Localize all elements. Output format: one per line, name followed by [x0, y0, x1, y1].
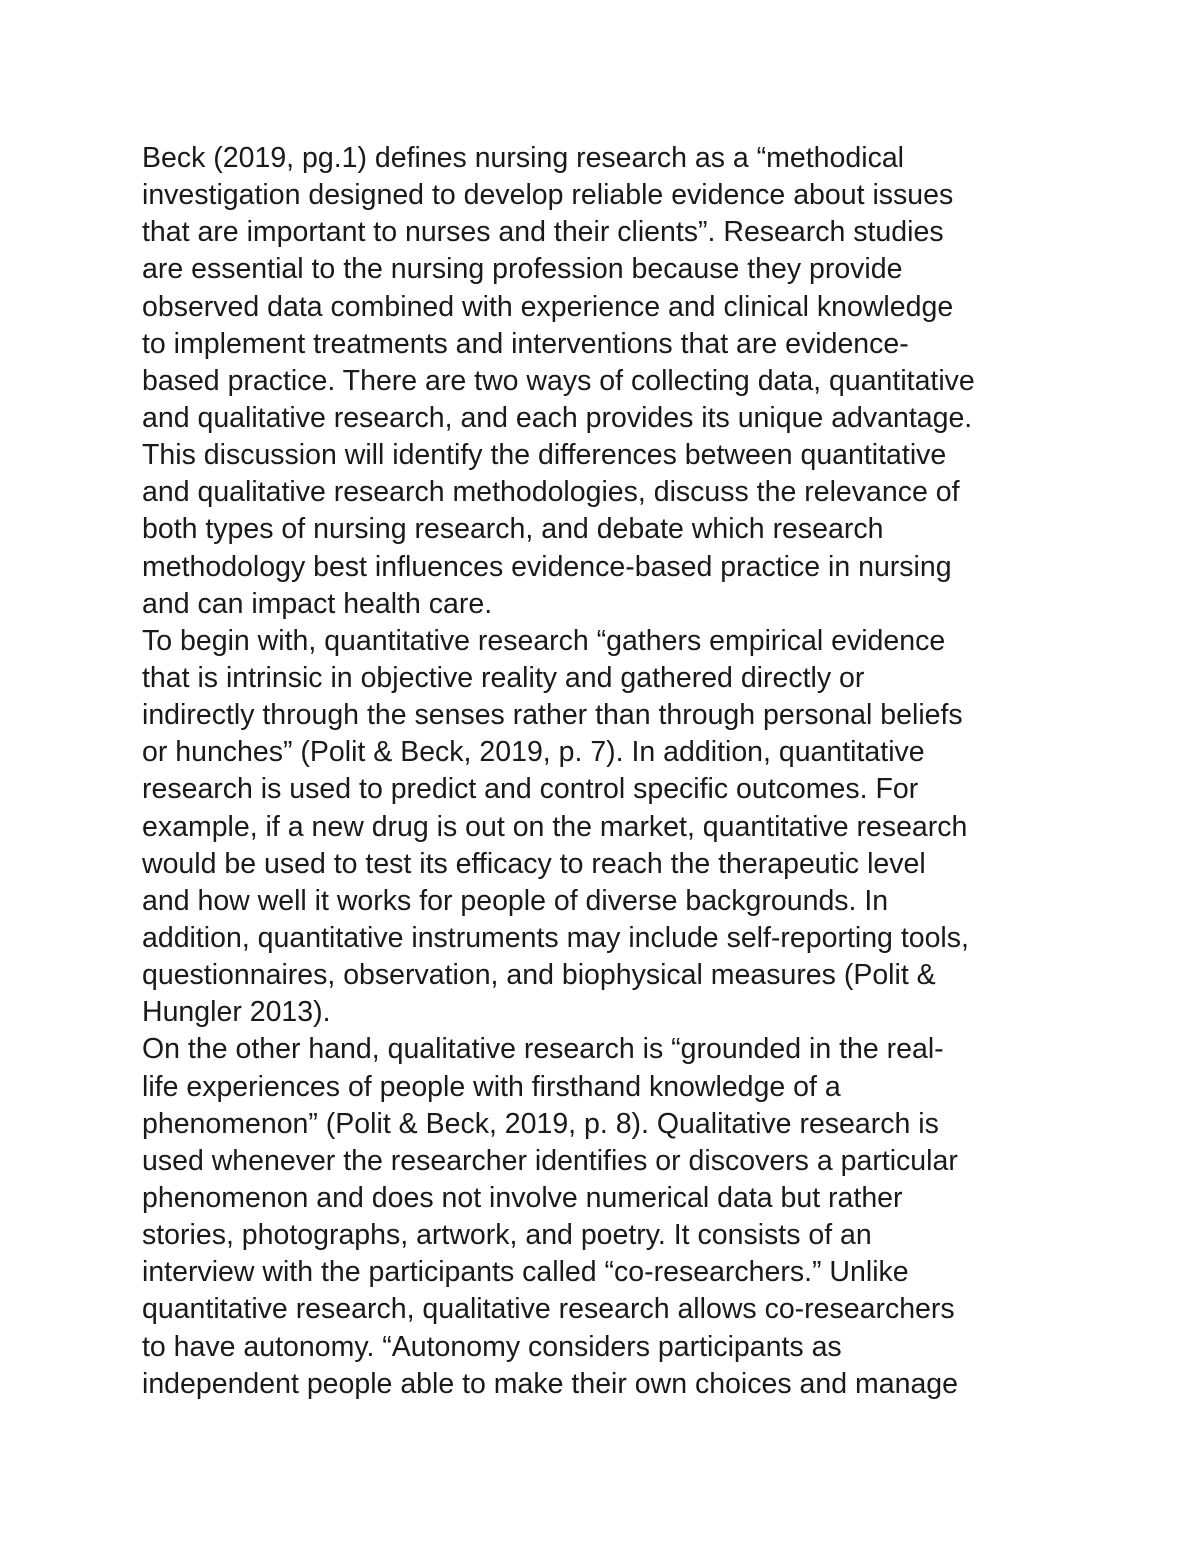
text-line: addition, quantitative instruments may include self-reporting tools,: [142, 921, 969, 954]
text-line: would be used to test its efficacy to reach the therapeutic level: [142, 847, 926, 880]
text-line: and qualitative research, and each provides its unique advantage.: [142, 401, 973, 434]
text-line: both types of nursing research, and debate which research: [142, 513, 884, 546]
text-line: questionnaires, observation, and biophysical measures (Polit &: [142, 959, 936, 992]
text-line: life experiences of people with firsthand knowledge of a: [142, 1070, 841, 1103]
text-line: based practice. There are two ways of collecting data, quantitative: [142, 364, 975, 397]
text-line: and can impact health care.: [142, 587, 493, 620]
text-line: observed data combined with experience and clinical knowledge: [142, 290, 954, 323]
text-line: example, if a new drug is out on the market, quantitative research: [142, 810, 968, 843]
text-line: Hungler 2013).: [142, 996, 331, 1029]
text-line: To begin with, quantitative research “gathers empirical evidence: [142, 624, 946, 657]
text-line: On the other hand, qualitative research is “grounded in the real-: [142, 1033, 944, 1066]
text-line: investigation designed to develop reliable evidence about issues: [142, 179, 954, 212]
text-line: interview with the participants called “co-researchers.” Unlike: [142, 1256, 909, 1289]
text-line: This discussion will identify the differences between quantitative: [142, 439, 947, 472]
text-line: Beck (2019, pg.1) defines nursing research as a “methodical: [142, 142, 904, 174]
text-line: phenomenon” (Polit & Beck, 2019, p. 8). Qualitative research is: [142, 1107, 939, 1140]
text-line: methodology best influences evidence-based practice in nursing: [142, 550, 952, 583]
text-line: or hunches” (Polit & Beck, 2019, p. 7). In addition, quantitative: [142, 736, 925, 769]
text-line: and qualitative research methodologies, discuss the relevance of: [142, 476, 960, 509]
text-line: to have autonomy. “Autonomy considers participants as: [142, 1330, 842, 1363]
text-line: that are important to nurses and their clients”. Research studies: [142, 216, 944, 249]
text-line: phenomenon and does not involve numerical data but rather: [142, 1181, 903, 1214]
text-line: and how well it works for people of diverse backgrounds. In: [142, 884, 889, 917]
text-line: indirectly through the senses rather than through personal beliefs: [142, 699, 963, 732]
text-line: stories, photographs, artwork, and poetry. It consists of an: [142, 1219, 872, 1252]
text-line: are essential to the nursing profession because they provide: [142, 253, 903, 286]
text-line: research is used to predict and control specific outcomes. For: [142, 773, 919, 806]
body-text: [142, 140, 1082, 1403]
text-line: quantitative research, qualitative research allows co-researchers: [142, 1293, 955, 1326]
text-line: used whenever the researcher identifies or discovers a particular: [142, 1144, 958, 1177]
text-line: independent people able to make their own choices and manage: [142, 1367, 958, 1400]
text-line: that is intrinsic in objective reality and gathered directly or: [142, 661, 865, 694]
text-line: to implement treatments and interventions that are evidence-: [142, 327, 909, 360]
